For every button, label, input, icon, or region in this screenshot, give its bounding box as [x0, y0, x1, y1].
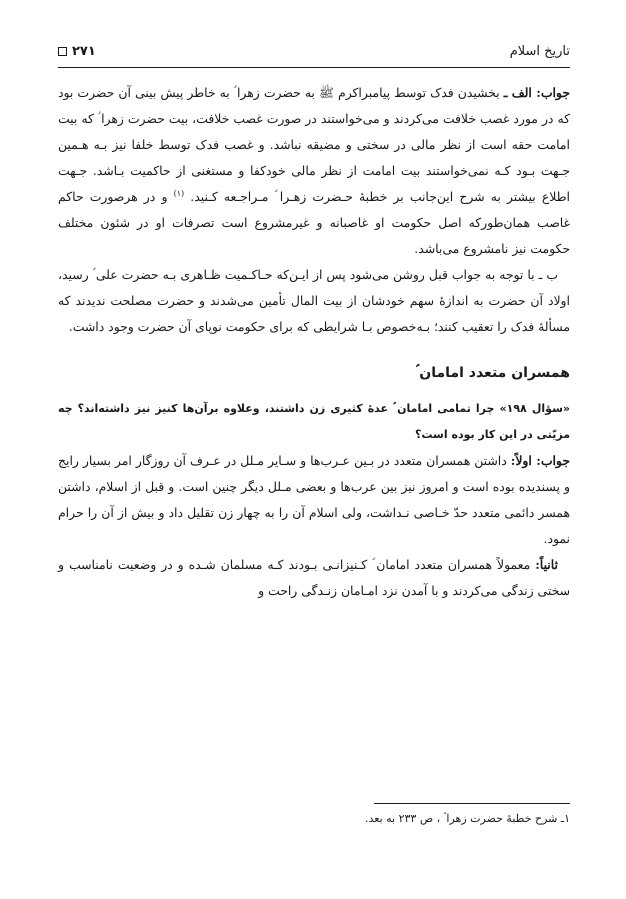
- running-header: [58, 38, 570, 64]
- footnote: ۱ـ شرح خطبهٔ حضرت زهرا ؑ ، ص ۲۳۳ به بعد.: [365, 812, 570, 825]
- answer-2b-text: معمولاً همسران متعدد امامان ؑ کـنیزانـی بـودند کـه مسلمان شـده و در وضعیت نامناسب و سختی زندگی می‌کردند و با آمدن نزد امـامان زنـدگی راحت و: [58, 557, 570, 598]
- answer-1-continuation: و در هرصورت حاکم غاصب همان‌طورکه اصل حکومت او غاصبانه و غیرمشروع است تصرفات او در شئون مختلف حکومت نیز نامشروع می‌باشد.: [58, 189, 570, 256]
- answer-2-label: جواب: اولاً:: [510, 453, 570, 468]
- answer-1b-paragraph: ب ـ با توجه به جواب قبل روشن می‌شود پس از ایـن‌که حـاکـمیت ظـاهری بـه حضرت علی ؑ رسید، اولاد آن حضرت به اندازهٔ سهم خودشان از بیت المال تأمین می‌شدند و حضرت مصلحت ندیدند که مسألهٔ فدک را تعقیب کنند؛ بـه‌خصوص بـا شرایطی که برای حکومت نوپای آن حضرت وجود داشت.: [58, 267, 570, 334]
- answer-1-label: جواب: الف ـ: [503, 85, 570, 100]
- page-number-block: [58, 44, 96, 59]
- running-title: تاریخ اسلام: [509, 43, 570, 59]
- answer-2-text: داشتن همسران متعدد در بـین عـرب‌ها و سـایر مـلل در عـرف آن روزگار امر بسیار رایج و پسندیده بوده است و امروز نیز بین عرب‌ها و بعضی مـلل دیگر چنین است. و قبل از اسلام، داشتن همسر دائمی متعدد حدّ خـاصی نـداشت، ولی اسلام آن را به چهار زن تقلیل داد و بیش از آن را حرام نمود.: [58, 453, 570, 546]
- book-page: [58, 38, 570, 878]
- answer-1-paragraph: [58, 80, 570, 262]
- answer-2b-label: ثانیاً:: [535, 557, 558, 572]
- footnote-divider: [374, 803, 570, 804]
- answer-2b-paragraph: [58, 552, 570, 604]
- question-198: «سؤال ۱۹۸» چرا تمامی امامان ؑ عدهٔ کثیری زن داشتند، وعلاوه برآن‌ها کنیز نیز داشته‌اند؟ چه مزیّتی در این کار بوده است؟: [58, 402, 570, 441]
- answer-1-text: بخشیدن فدک توسط پیامبراکرم ﷺ به حضرت زهرا ؑ به خاطر پیش بینی آن حضرت بود که در مورد غصب خلافت می‌کردند و می‌خواستند در صورت غصب خلافت، بیت حضرت زهرا ؑ که بیت امامت حقه است از نظر مالی در سختی و مضیقه نباشد. و غصب فدک توسط خلفا نیز بـه هـمین جـهت بـود کـه نمی‌خواستند بیت امامت از نظر مالی خودکفا و مستغنی از حاکمیت بـاشد. جـهت اطلاع بیشتر به شرح این‌جانب بر خطبهٔ حـضرت زهـرا ؑ مـراجـعه کـنید.: [58, 85, 570, 204]
- page-number: ۲۷۱: [72, 43, 96, 59]
- answer-2-paragraph: [58, 448, 570, 552]
- footnote-reference[interactable]: (۱): [173, 188, 185, 198]
- square-ornament-icon: [58, 47, 67, 56]
- main-text: [58, 80, 570, 604]
- header-divider: [58, 67, 570, 68]
- section-heading: همسران متعدد امامان ؑ: [415, 365, 570, 381]
